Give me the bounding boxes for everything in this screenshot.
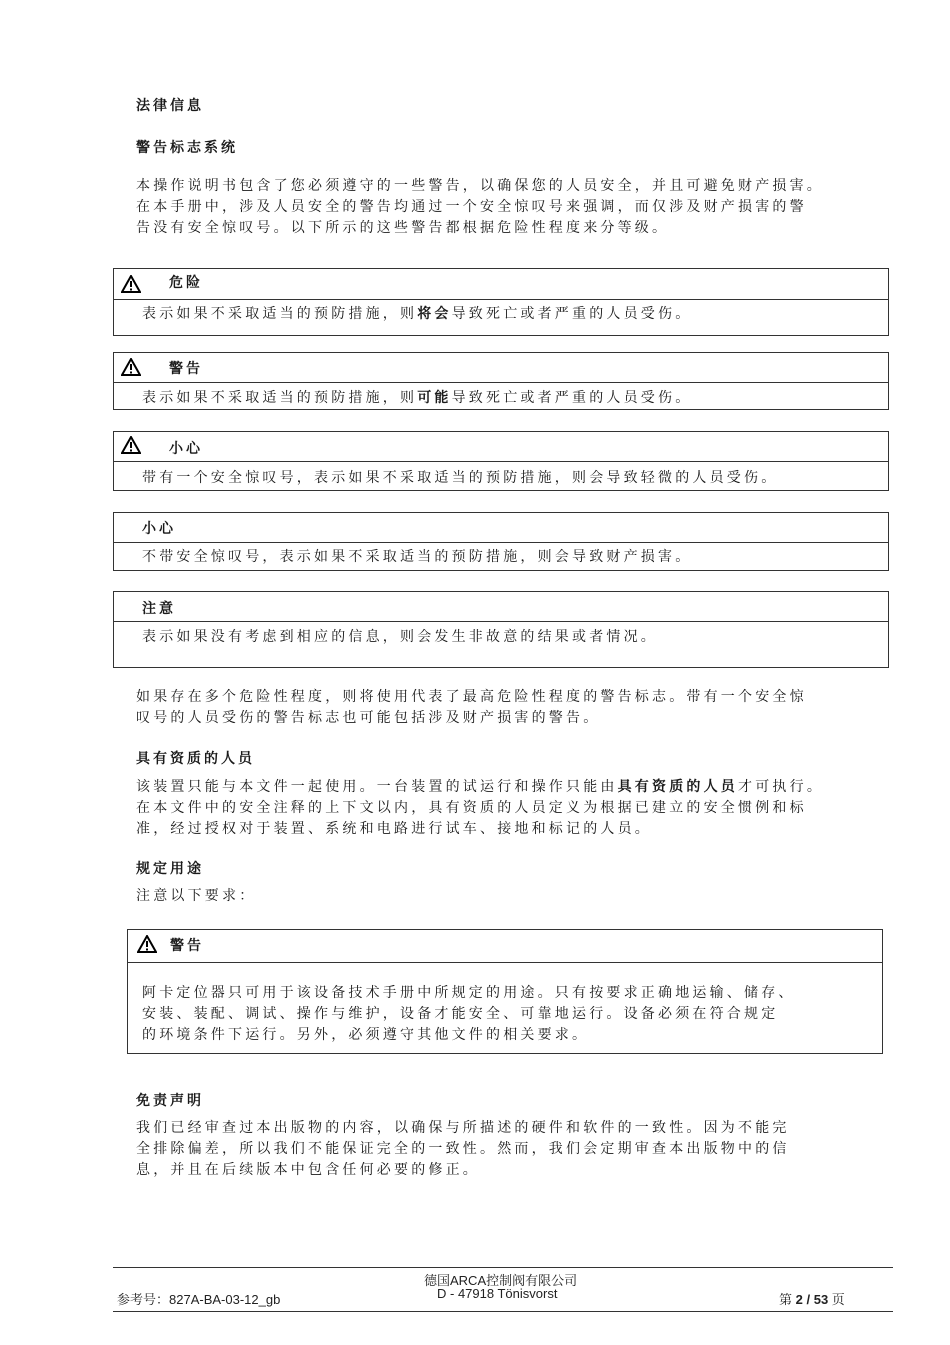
caution-title: 小心 (169, 441, 203, 457)
footer-reference: 参考号：827A-BA-03-12_gb (117, 1292, 281, 1307)
caution-text: 带有一个安全惊叹号，表示如果不采取适当的预防措施，则会导致轻微的人员受伤。 (142, 470, 779, 486)
warning-triangle-icon (121, 275, 141, 293)
caution-plain-text: 不带安全惊叹号，表示如果不采取适当的预防措施，则会导致财产损害。 (142, 549, 693, 565)
danger-text: 表示如果不采取适当的预防措施，则将会导致死亡或者严重的人员受伤。 (142, 306, 693, 322)
multi-level-paragraph: 如果存在多个危险性程度，则将使用代表了最高危险性程度的警告标志。带有一个安全惊 叹号的人员受伤的警告标志也可能包括涉及财产损害的警告。 (136, 689, 807, 726)
footer-page-number: 第 2 / 53 页 (779, 1292, 845, 1307)
qualified-paragraph: 该装置只能与本文件一起使用。一台装置的试运行和操作只能由具有资质的人员才可执行。 在本文件中的安全注释的上下文以内，具有资质的人员定义为根据已建立的安全惯例和标 准，经过授权对于装置、系统和电路进行试车、接地和标记的人员。 (136, 779, 825, 837)
warning-triangle-icon (121, 358, 141, 376)
warning-text: 表示如果不采取适当的预防措施，则可能导致死亡或者严重的人员受伤。 (142, 390, 693, 406)
intro-line: 在本手册中，涉及人员安全的警告均通过一个安全惊叹号来强调，而仅涉及财产损害的警 (136, 199, 807, 215)
disclaimer-paragraph: 我们已经审查过本出版物的内容，以确保与所描述的硬件和软件的一致性。因为不能完 全排除偏差，所以我们不能保证完全的一致性。然而，我们会定期审查本出版物中的信 息，并且在后续版本中包含任何必要的修正。 (136, 1120, 790, 1178)
warning-title: 警告 (169, 361, 203, 377)
legal-info-heading: 法律信息 (136, 98, 204, 114)
intended-use-note: 注意以下要求： (136, 888, 257, 904)
use-warning-box (127, 929, 883, 1054)
warning-box (113, 352, 889, 410)
danger-title: 危险 (169, 275, 203, 291)
use-warning-title: 警告 (170, 938, 204, 954)
notice-title: 注意 (142, 601, 176, 617)
footer-address: D - 47918 Tönisvorst (437, 1286, 558, 1301)
footer-top-rule (113, 1267, 893, 1268)
footer-company: 德国ARCA控制阀有限公司 (424, 1273, 578, 1288)
warning-triangle-icon (121, 436, 141, 454)
caution-plain-box (113, 512, 889, 571)
caution-plain-title: 小心 (142, 521, 176, 537)
intended-use-heading: 规定用途 (136, 861, 204, 877)
intro-line: 告没有安全惊叹号。以下所示的这些警告都根据危险性程度来分等级。 (136, 220, 670, 236)
footer-bottom-rule (113, 1311, 893, 1312)
qualified-heading: 具有资质的人员 (136, 751, 255, 767)
notice-box (113, 591, 889, 668)
use-warning-text: 阿卡定位器只可用于该设备技术手册中所规定的用途。只有按要求正确地运输、储存、 安装、装配、调试、操作与维护，设备才能安全、可靠地运行。设备必须在符合规定 的环境条件下运行。另外，必须遵守其他文件的相关要求。 (142, 985, 796, 1043)
danger-box (113, 268, 889, 336)
disclaimer-heading: 免责声明 (136, 1093, 204, 1109)
warning-triangle-icon (137, 935, 157, 953)
notice-text: 表示如果没有考虑到相应的信息，则会发生非故意的结果或者情况。 (142, 629, 658, 645)
warning-system-heading: 警告标志系统 (136, 140, 238, 156)
intro-paragraph (136, 176, 824, 239)
caution-box (113, 431, 889, 491)
intro-line: 本操作说明书包含了您必须遵守的一些警告，以确保您的人员安全，并且可避免财产损害。 (136, 178, 824, 194)
